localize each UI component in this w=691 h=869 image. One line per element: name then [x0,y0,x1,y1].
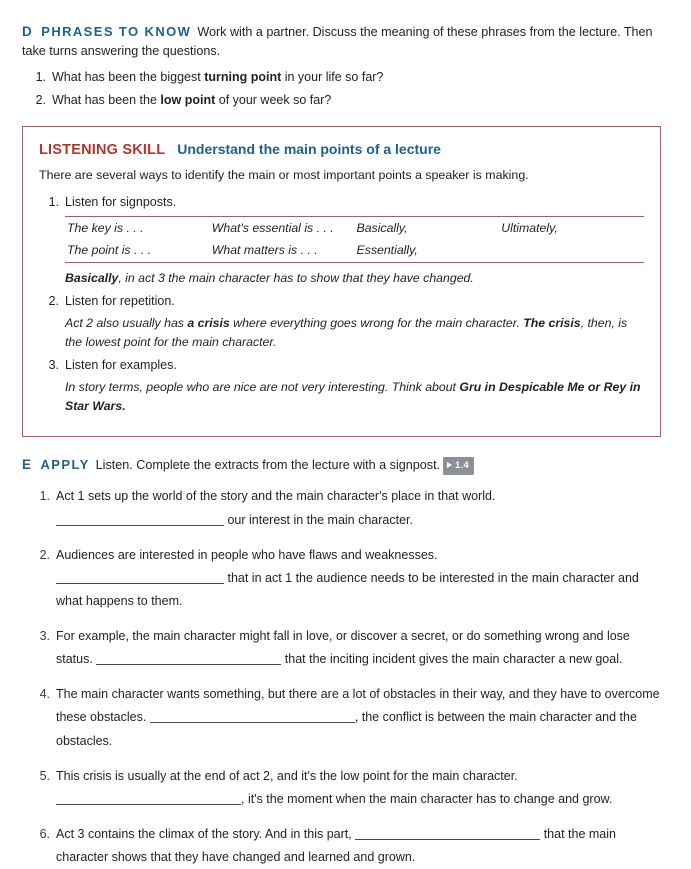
item-text: , it's the moment when the main character has to change and grow. [241,791,613,806]
question-text-pre: What has been the [52,92,161,107]
item-text: Act 3 contains the climax of the story. And in this part, [56,826,356,841]
example-part: where everything goes wrong for the main character. [229,315,524,330]
item-text: Listen for repetition. [65,293,175,308]
answer-blank[interactable] [56,513,224,526]
exercise-d-body [22,68,661,110]
exercise-e-instructions: Listen. Complete the extracts from the lecture with a signpost. [95,458,441,473]
item-text: For example, the main character might fall in love, or discover a secret, or do something wrong and lose status. [56,629,630,667]
exercise-e-heading [22,455,661,475]
example-part: Star Wars [65,399,123,414]
item-number: 3. [48,357,59,372]
answer-blank[interactable] [150,711,355,724]
example-part: . [122,399,126,414]
listening-skill-heading [39,140,644,160]
example-part: Act 2 also usually has [65,315,188,330]
item-number: 6. [39,826,50,841]
item-number: 2. [48,293,59,308]
example-part: Basically [65,270,119,285]
answer-blank[interactable] [56,792,241,805]
listening-skill-title: Understand the main points of a lecture [177,140,441,157]
item-number: 1. [48,194,59,209]
item-text: our interest in the main character. [224,512,413,527]
item-number: 2. [39,547,50,562]
item-number: 5. [39,768,50,783]
item-text: The main character wants something, but there are a lot of obstacles in their way, and they have to overcome these obstacles. [56,687,660,725]
question-text-pre: What has been the biggest [52,70,205,85]
play-icon [447,462,452,468]
exercise-d-heading [22,22,661,61]
item-number: 1. [39,489,50,504]
item-text: that the inciting incident gives the main character a new goal. [281,652,623,667]
exercise-d-question-list [22,68,661,110]
list-item [39,292,644,352]
list-item [22,823,661,869]
answer-blank[interactable] [355,827,540,840]
signpost-cell: Basically, [356,220,408,235]
item-text: , the conflict is between the main character and the obstacles. [56,710,637,748]
exercise-d-letter: D [22,24,33,39]
exercise-e-title: APPLY [40,457,90,473]
skill-example [65,314,644,352]
item-number: 3. [39,629,50,644]
example-part: Despicable Me [499,380,585,395]
audio-play-badge[interactable] [443,457,474,475]
example-part: In story terms, people who are nice are not very interesting. Think about [65,380,460,395]
item-number: 2. [35,92,46,107]
item-text: Act 1 sets up the world of the story and the main character's place in that world. [56,489,496,504]
item-text: that in act 1 the audience needs to be interested in the main character and what happens to them. [56,570,639,608]
list-item [22,765,661,811]
signpost-table [65,216,644,263]
listening-skill-list [39,193,644,416]
exercise-d-instructions: Work with a partner. Discuss the meaning of these phrases from the lecture. Then take turns answering the questions. [22,25,653,59]
table-row [65,216,644,239]
table-row [65,239,644,262]
example-part: or [584,380,604,395]
exercise-e [0,455,691,869]
skill-example [65,378,644,416]
list-item [22,68,661,87]
list-item [22,625,661,671]
listening-skill-box [22,126,661,437]
skill-example [65,269,644,288]
example-part: Gru in [459,380,500,395]
audio-track-number: 1.4 [455,460,470,471]
example-part: , then, is the lowest point for the main character. [65,315,628,349]
exercise-e-item-list [22,485,661,869]
question-text-post: of your week so far? [215,92,332,107]
question-text-post: in your life so far? [281,70,384,85]
list-item [22,683,661,752]
signpost-cell: Essentially, [356,243,418,258]
list-item [39,193,644,288]
example-part: a crisis [187,315,230,330]
exercise-d [0,0,691,110]
item-number: 4. [39,687,50,702]
question-text-bold: low point [160,92,216,107]
item-text: Listen for signposts. [65,194,177,209]
example-part: The crisis [523,315,581,330]
signpost-cell: What matters is . . . [211,243,318,258]
item-text: Listen for examples. [65,357,177,372]
signpost-cell: Ultimately, [501,220,558,235]
exercise-e-letter: E [22,457,32,473]
signpost-cell: The point is . . . [67,243,152,258]
item-number: 1. [35,70,46,85]
listening-skill-intro: There are several ways to identify the main or most important points a speaker is making. [39,167,529,182]
signpost-cell: The key is . . . [67,220,144,235]
item-text: that the main character shows that they have changed and learned and grown. [56,826,616,865]
answer-blank[interactable] [56,571,224,584]
example-part: , in act 3 the main character has to show that they have changed. [118,270,474,285]
example-part: Rey in [603,380,641,395]
list-item [22,544,661,613]
question-text-bold: turning point [204,70,282,85]
item-text: This crisis is usually at the end of act 2, and it's the low point for the main character. [56,768,518,783]
list-item [22,485,661,531]
item-text: Audiences are interested in people who have flaws and weaknesses. [56,547,438,562]
list-item [39,356,644,416]
listening-skill-label: LISTENING SKILL [39,141,166,158]
answer-blank[interactable] [96,652,281,665]
list-item [22,91,661,110]
signpost-cell [499,239,644,262]
signpost-cell: What's essential is . . . [211,220,334,235]
exercise-d-title: PHRASES TO KNOW [41,24,192,39]
